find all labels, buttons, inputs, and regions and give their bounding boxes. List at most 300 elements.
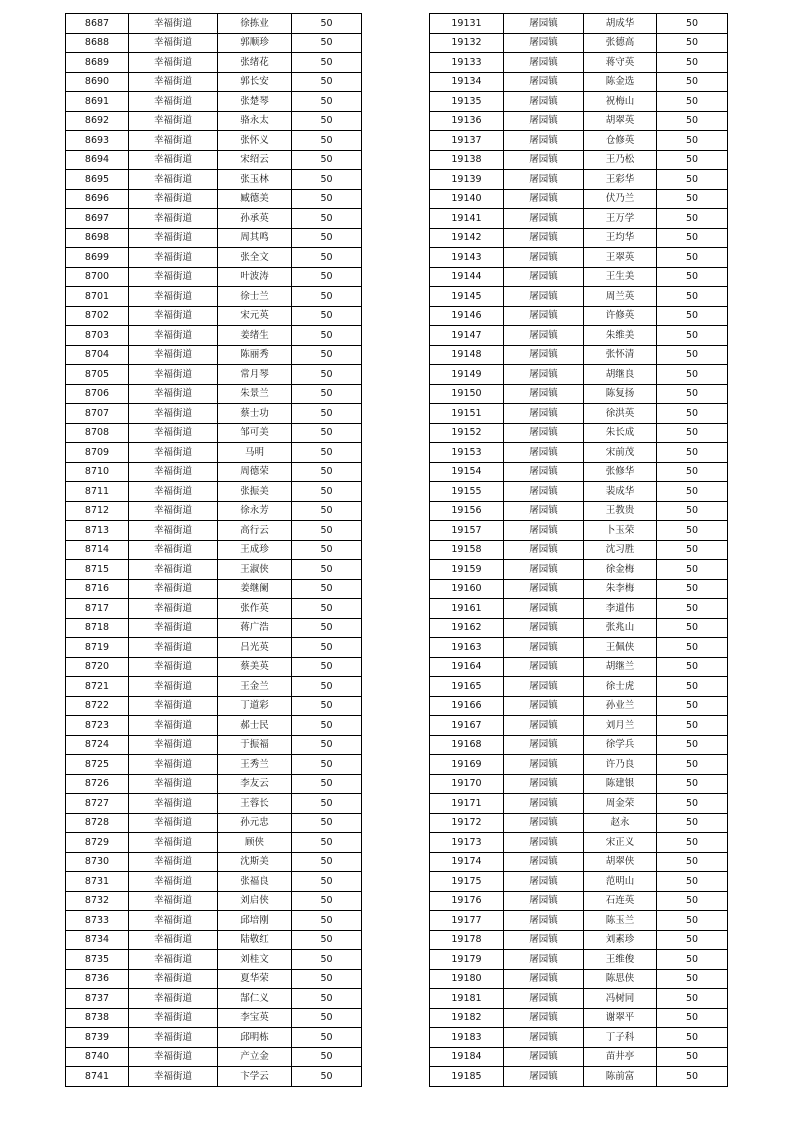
township-cell: 幸福街道 (129, 657, 218, 677)
person-name-cell: 周其鸣 (218, 228, 292, 248)
serial-number-cell: 8730 (66, 852, 129, 872)
table-row (430, 72, 728, 92)
township-cell: 幸福街道 (129, 540, 218, 560)
person-name-cell: 陈丽秀 (218, 345, 292, 365)
person-name-cell: 宋正义 (584, 833, 657, 853)
township-cell: 幸福街道 (129, 560, 218, 580)
person-name-cell: 丁子科 (584, 1028, 657, 1048)
amount-cell: 50 (657, 14, 728, 34)
person-name-cell: 常月琴 (218, 365, 292, 385)
township-cell: 幸福街道 (129, 969, 218, 989)
township-cell: 幸福街道 (129, 72, 218, 92)
person-name-cell: 王佩侠 (584, 638, 657, 658)
table-row (66, 618, 362, 638)
township-cell: 幸福街道 (129, 92, 218, 112)
serial-number-cell: 8731 (66, 872, 129, 892)
township-cell: 屠园镇 (504, 170, 584, 190)
table-row (430, 560, 728, 580)
township-cell: 屠园镇 (504, 716, 584, 736)
table-row (430, 1028, 728, 1048)
serial-number-cell: 19158 (430, 540, 504, 560)
amount-cell: 50 (657, 911, 728, 931)
township-cell: 屠园镇 (504, 677, 584, 697)
township-cell: 屠园镇 (504, 189, 584, 209)
roster-table-right-body (430, 14, 728, 1087)
serial-number-cell: 19178 (430, 930, 504, 950)
amount-cell: 50 (657, 872, 728, 892)
amount-cell: 50 (292, 950, 362, 970)
table-row (66, 891, 362, 911)
person-name-cell: 陈复扬 (584, 384, 657, 404)
table-row (66, 774, 362, 794)
serial-number-cell: 8690 (66, 72, 129, 92)
amount-cell: 50 (657, 833, 728, 853)
township-cell: 幸福街道 (129, 755, 218, 775)
township-cell: 屠园镇 (504, 306, 584, 326)
township-cell: 屠园镇 (504, 1028, 584, 1048)
table-row (430, 579, 728, 599)
serial-number-cell: 19181 (430, 989, 504, 1009)
amount-cell: 50 (292, 891, 362, 911)
serial-number-cell: 8740 (66, 1047, 129, 1067)
amount-cell: 50 (292, 755, 362, 775)
person-name-cell: 冯树同 (584, 989, 657, 1009)
person-name-cell: 郝士民 (218, 716, 292, 736)
township-cell: 屠园镇 (504, 423, 584, 443)
person-name-cell: 高行云 (218, 521, 292, 541)
serial-number-cell: 19139 (430, 170, 504, 190)
table-row (430, 404, 728, 424)
amount-cell: 50 (657, 638, 728, 658)
amount-cell: 50 (292, 989, 362, 1009)
serial-number-cell: 19171 (430, 794, 504, 814)
serial-number-cell: 8741 (66, 1067, 129, 1087)
serial-number-cell: 19157 (430, 521, 504, 541)
person-name-cell: 王彩华 (584, 170, 657, 190)
person-name-cell: 张玉林 (218, 170, 292, 190)
amount-cell: 50 (657, 423, 728, 443)
serial-number-cell: 19173 (430, 833, 504, 853)
serial-number-cell: 8703 (66, 326, 129, 346)
township-cell: 屠园镇 (504, 540, 584, 560)
table-row (430, 891, 728, 911)
table-row (66, 33, 362, 53)
township-cell: 屠园镇 (504, 950, 584, 970)
person-name-cell: 陈前富 (584, 1067, 657, 1087)
township-cell: 屠园镇 (504, 599, 584, 619)
person-name-cell: 王教贵 (584, 501, 657, 521)
amount-cell: 50 (292, 482, 362, 502)
amount-cell: 50 (292, 1028, 362, 1048)
person-name-cell: 徐士虎 (584, 677, 657, 697)
township-cell: 幸福街道 (129, 599, 218, 619)
township-cell: 屠园镇 (504, 462, 584, 482)
township-cell: 幸福街道 (129, 423, 218, 443)
table-row (66, 1067, 362, 1087)
serial-number-cell: 19151 (430, 404, 504, 424)
amount-cell: 50 (657, 1047, 728, 1067)
person-name-cell: 陈玉兰 (584, 911, 657, 931)
table-row (430, 248, 728, 268)
serial-number-cell: 8716 (66, 579, 129, 599)
serial-number-cell: 19169 (430, 755, 504, 775)
table-row (66, 755, 362, 775)
township-cell: 屠园镇 (504, 72, 584, 92)
amount-cell: 50 (292, 384, 362, 404)
township-cell: 屠园镇 (504, 287, 584, 307)
serial-number-cell: 19168 (430, 735, 504, 755)
serial-number-cell: 19185 (430, 1067, 504, 1087)
person-name-cell: 孙元忠 (218, 813, 292, 833)
amount-cell: 50 (657, 989, 728, 1009)
township-cell: 幸福街道 (129, 872, 218, 892)
person-name-cell: 蔡美英 (218, 657, 292, 677)
serial-number-cell: 19154 (430, 462, 504, 482)
person-name-cell: 姜继阑 (218, 579, 292, 599)
amount-cell: 50 (657, 560, 728, 580)
amount-cell: 50 (657, 1008, 728, 1028)
township-cell: 屠园镇 (504, 1047, 584, 1067)
township-cell: 屠园镇 (504, 521, 584, 541)
township-cell: 屠园镇 (504, 482, 584, 502)
serial-number-cell: 19161 (430, 599, 504, 619)
amount-cell: 50 (292, 33, 362, 53)
amount-cell: 50 (292, 911, 362, 931)
township-cell: 幸福街道 (129, 930, 218, 950)
person-name-cell: 李道伟 (584, 599, 657, 619)
serial-number-cell: 19153 (430, 443, 504, 463)
table-row (66, 950, 362, 970)
serial-number-cell: 8728 (66, 813, 129, 833)
serial-number-cell: 8701 (66, 287, 129, 307)
person-name-cell: 于振福 (218, 735, 292, 755)
township-cell: 幸福街道 (129, 716, 218, 736)
serial-number-cell: 8714 (66, 540, 129, 560)
serial-number-cell: 8725 (66, 755, 129, 775)
serial-number-cell: 19132 (430, 33, 504, 53)
serial-number-cell: 19142 (430, 228, 504, 248)
person-name-cell: 卜玉荣 (584, 521, 657, 541)
person-name-cell: 臧德美 (218, 189, 292, 209)
amount-cell: 50 (657, 599, 728, 619)
township-cell: 幸福街道 (129, 989, 218, 1009)
person-name-cell: 徐学兵 (584, 735, 657, 755)
amount-cell: 50 (292, 716, 362, 736)
person-name-cell: 苗井亭 (584, 1047, 657, 1067)
table-row (66, 696, 362, 716)
amount-cell: 50 (292, 1047, 362, 1067)
township-cell: 屠园镇 (504, 774, 584, 794)
serial-number-cell: 8718 (66, 618, 129, 638)
person-name-cell: 孙业兰 (584, 696, 657, 716)
table-row (430, 950, 728, 970)
table-row (430, 365, 728, 385)
table-row (430, 53, 728, 73)
person-name-cell: 顾侠 (218, 833, 292, 853)
person-name-cell: 王维俊 (584, 950, 657, 970)
person-name-cell: 徐士兰 (218, 287, 292, 307)
person-name-cell: 王淑侠 (218, 560, 292, 580)
serial-number-cell: 19174 (430, 852, 504, 872)
table-row (66, 150, 362, 170)
amount-cell: 50 (657, 540, 728, 560)
person-name-cell: 张修华 (584, 462, 657, 482)
amount-cell: 50 (657, 482, 728, 502)
person-name-cell: 刘启侠 (218, 891, 292, 911)
serial-number-cell: 19179 (430, 950, 504, 970)
township-cell: 屠园镇 (504, 989, 584, 1009)
person-name-cell: 许乃良 (584, 755, 657, 775)
person-name-cell: 王万学 (584, 209, 657, 229)
person-name-cell: 丁道彩 (218, 696, 292, 716)
serial-number-cell: 19165 (430, 677, 504, 697)
person-name-cell: 张兆山 (584, 618, 657, 638)
amount-cell: 50 (292, 131, 362, 151)
township-cell: 幸福街道 (129, 1067, 218, 1087)
table-row (430, 482, 728, 502)
serial-number-cell: 8693 (66, 131, 129, 151)
serial-number-cell: 19152 (430, 423, 504, 443)
person-name-cell: 李宝英 (218, 1008, 292, 1028)
serial-number-cell: 8717 (66, 599, 129, 619)
table-row (430, 833, 728, 853)
person-name-cell: 朱长成 (584, 423, 657, 443)
person-name-cell: 谢翠平 (584, 1008, 657, 1028)
table-row (430, 969, 728, 989)
person-name-cell: 徐洪英 (584, 404, 657, 424)
serial-number-cell: 8724 (66, 735, 129, 755)
township-cell: 幸福街道 (129, 111, 218, 131)
serial-number-cell: 19164 (430, 657, 504, 677)
table-row (66, 1047, 362, 1067)
person-name-cell: 张绪花 (218, 53, 292, 73)
person-name-cell: 张福良 (218, 872, 292, 892)
amount-cell: 50 (657, 306, 728, 326)
serial-number-cell: 8722 (66, 696, 129, 716)
person-name-cell: 王均华 (584, 228, 657, 248)
table-row (430, 326, 728, 346)
person-name-cell: 邱培刚 (218, 911, 292, 931)
amount-cell: 50 (292, 189, 362, 209)
person-name-cell: 徐金梅 (584, 560, 657, 580)
township-cell: 屠园镇 (504, 735, 584, 755)
serial-number-cell: 19180 (430, 969, 504, 989)
amount-cell: 50 (292, 1067, 362, 1087)
amount-cell: 50 (292, 228, 362, 248)
serial-number-cell: 8692 (66, 111, 129, 131)
person-name-cell: 陈思侠 (584, 969, 657, 989)
person-name-cell: 徐拣业 (218, 14, 292, 34)
table-row (66, 443, 362, 463)
township-cell: 幸福街道 (129, 443, 218, 463)
table-row (66, 287, 362, 307)
township-cell: 屠园镇 (504, 755, 584, 775)
serial-number-cell: 8694 (66, 150, 129, 170)
amount-cell: 50 (292, 657, 362, 677)
amount-cell: 50 (292, 365, 362, 385)
township-cell: 屠园镇 (504, 14, 584, 34)
serial-number-cell: 8700 (66, 267, 129, 287)
amount-cell: 50 (292, 326, 362, 346)
table-row (430, 930, 728, 950)
table-row (66, 92, 362, 112)
table-row (430, 872, 728, 892)
serial-number-cell: 8713 (66, 521, 129, 541)
table-row (430, 852, 728, 872)
amount-cell: 50 (657, 1067, 728, 1087)
serial-number-cell: 19136 (430, 111, 504, 131)
amount-cell: 50 (657, 813, 728, 833)
serial-number-cell: 8726 (66, 774, 129, 794)
table-row (430, 462, 728, 482)
person-name-cell: 王生美 (584, 267, 657, 287)
township-cell: 屠园镇 (504, 111, 584, 131)
table-row (66, 677, 362, 697)
township-cell: 幸福街道 (129, 501, 218, 521)
table-row (430, 443, 728, 463)
township-cell: 幸福街道 (129, 735, 218, 755)
table-row (66, 462, 362, 482)
amount-cell: 50 (292, 306, 362, 326)
amount-cell: 50 (657, 657, 728, 677)
township-cell: 幸福街道 (129, 53, 218, 73)
township-cell: 幸福街道 (129, 189, 218, 209)
person-name-cell: 邹可美 (218, 423, 292, 443)
township-cell: 幸福街道 (129, 326, 218, 346)
amount-cell: 50 (657, 794, 728, 814)
table-row (430, 638, 728, 658)
person-name-cell: 胡继兰 (584, 657, 657, 677)
person-name-cell: 马明 (218, 443, 292, 463)
township-cell: 屠园镇 (504, 326, 584, 346)
amount-cell: 50 (292, 443, 362, 463)
amount-cell: 50 (292, 248, 362, 268)
person-name-cell: 刘月兰 (584, 716, 657, 736)
serial-number-cell: 8734 (66, 930, 129, 950)
person-name-cell: 宋元英 (218, 306, 292, 326)
township-cell: 幸福街道 (129, 794, 218, 814)
table-row (66, 306, 362, 326)
table-row (430, 774, 728, 794)
serial-number-cell: 8696 (66, 189, 129, 209)
township-cell: 幸福街道 (129, 228, 218, 248)
township-cell: 屠园镇 (504, 150, 584, 170)
table-row (66, 501, 362, 521)
township-cell: 幸福街道 (129, 384, 218, 404)
township-cell: 幸福街道 (129, 345, 218, 365)
serial-number-cell: 8739 (66, 1028, 129, 1048)
table-row (66, 482, 362, 502)
township-cell: 幸福街道 (129, 852, 218, 872)
table-row (430, 345, 728, 365)
township-cell: 幸福街道 (129, 521, 218, 541)
person-name-cell: 张怀清 (584, 345, 657, 365)
table-row (430, 911, 728, 931)
amount-cell: 50 (657, 891, 728, 911)
serial-number-cell: 8707 (66, 404, 129, 424)
township-cell: 屠园镇 (504, 794, 584, 814)
person-name-cell: 周德荣 (218, 462, 292, 482)
amount-cell: 50 (657, 384, 728, 404)
roster-table-right (429, 13, 728, 1087)
township-cell: 屠园镇 (504, 969, 584, 989)
amount-cell: 50 (657, 72, 728, 92)
amount-cell: 50 (292, 150, 362, 170)
person-name-cell: 夏华荣 (218, 969, 292, 989)
township-cell: 屠园镇 (504, 365, 584, 385)
township-cell: 幸福街道 (129, 950, 218, 970)
table-row (66, 248, 362, 268)
serial-number-cell: 19159 (430, 560, 504, 580)
table-row (430, 150, 728, 170)
amount-cell: 50 (657, 248, 728, 268)
township-cell: 屠园镇 (504, 53, 584, 73)
township-cell: 幸福街道 (129, 833, 218, 853)
serial-number-cell: 19143 (430, 248, 504, 268)
township-cell: 屠园镇 (504, 228, 584, 248)
amount-cell: 50 (292, 794, 362, 814)
amount-cell: 50 (657, 365, 728, 385)
table-row (430, 657, 728, 677)
person-name-cell: 刘素珍 (584, 930, 657, 950)
person-name-cell: 郭顺珍 (218, 33, 292, 53)
serial-number-cell: 8705 (66, 365, 129, 385)
person-name-cell: 王乃松 (584, 150, 657, 170)
township-cell: 幸福街道 (129, 33, 218, 53)
township-cell: 屠园镇 (504, 872, 584, 892)
person-name-cell: 王翠英 (584, 248, 657, 268)
township-cell: 幸福街道 (129, 911, 218, 931)
amount-cell: 50 (292, 92, 362, 112)
table-row (66, 833, 362, 853)
township-cell: 幸福街道 (129, 248, 218, 268)
table-row (66, 657, 362, 677)
serial-number-cell: 8715 (66, 560, 129, 580)
township-cell: 屠园镇 (504, 696, 584, 716)
serial-number-cell: 8733 (66, 911, 129, 931)
table-row (66, 131, 362, 151)
township-cell: 幸福街道 (129, 287, 218, 307)
table-row (430, 33, 728, 53)
person-name-cell: 孙承英 (218, 209, 292, 229)
person-name-cell: 叶波涛 (218, 267, 292, 287)
amount-cell: 50 (292, 521, 362, 541)
township-cell: 幸福街道 (129, 462, 218, 482)
amount-cell: 50 (292, 969, 362, 989)
person-name-cell: 周金荣 (584, 794, 657, 814)
amount-cell: 50 (657, 755, 728, 775)
township-cell: 幸福街道 (129, 1047, 218, 1067)
table-row (430, 1047, 728, 1067)
serial-number-cell: 19135 (430, 92, 504, 112)
table-row (430, 599, 728, 619)
serial-number-cell: 8736 (66, 969, 129, 989)
table-row (430, 111, 728, 131)
table-row (66, 170, 362, 190)
table-row (430, 423, 728, 443)
serial-number-cell: 8710 (66, 462, 129, 482)
serial-number-cell: 8735 (66, 950, 129, 970)
amount-cell: 50 (657, 930, 728, 950)
person-name-cell: 陈建银 (584, 774, 657, 794)
serial-number-cell: 19172 (430, 813, 504, 833)
table-row (66, 911, 362, 931)
amount-cell: 50 (657, 618, 728, 638)
serial-number-cell: 8727 (66, 794, 129, 814)
amount-cell: 50 (657, 443, 728, 463)
amount-cell: 50 (292, 72, 362, 92)
amount-cell: 50 (657, 92, 728, 112)
